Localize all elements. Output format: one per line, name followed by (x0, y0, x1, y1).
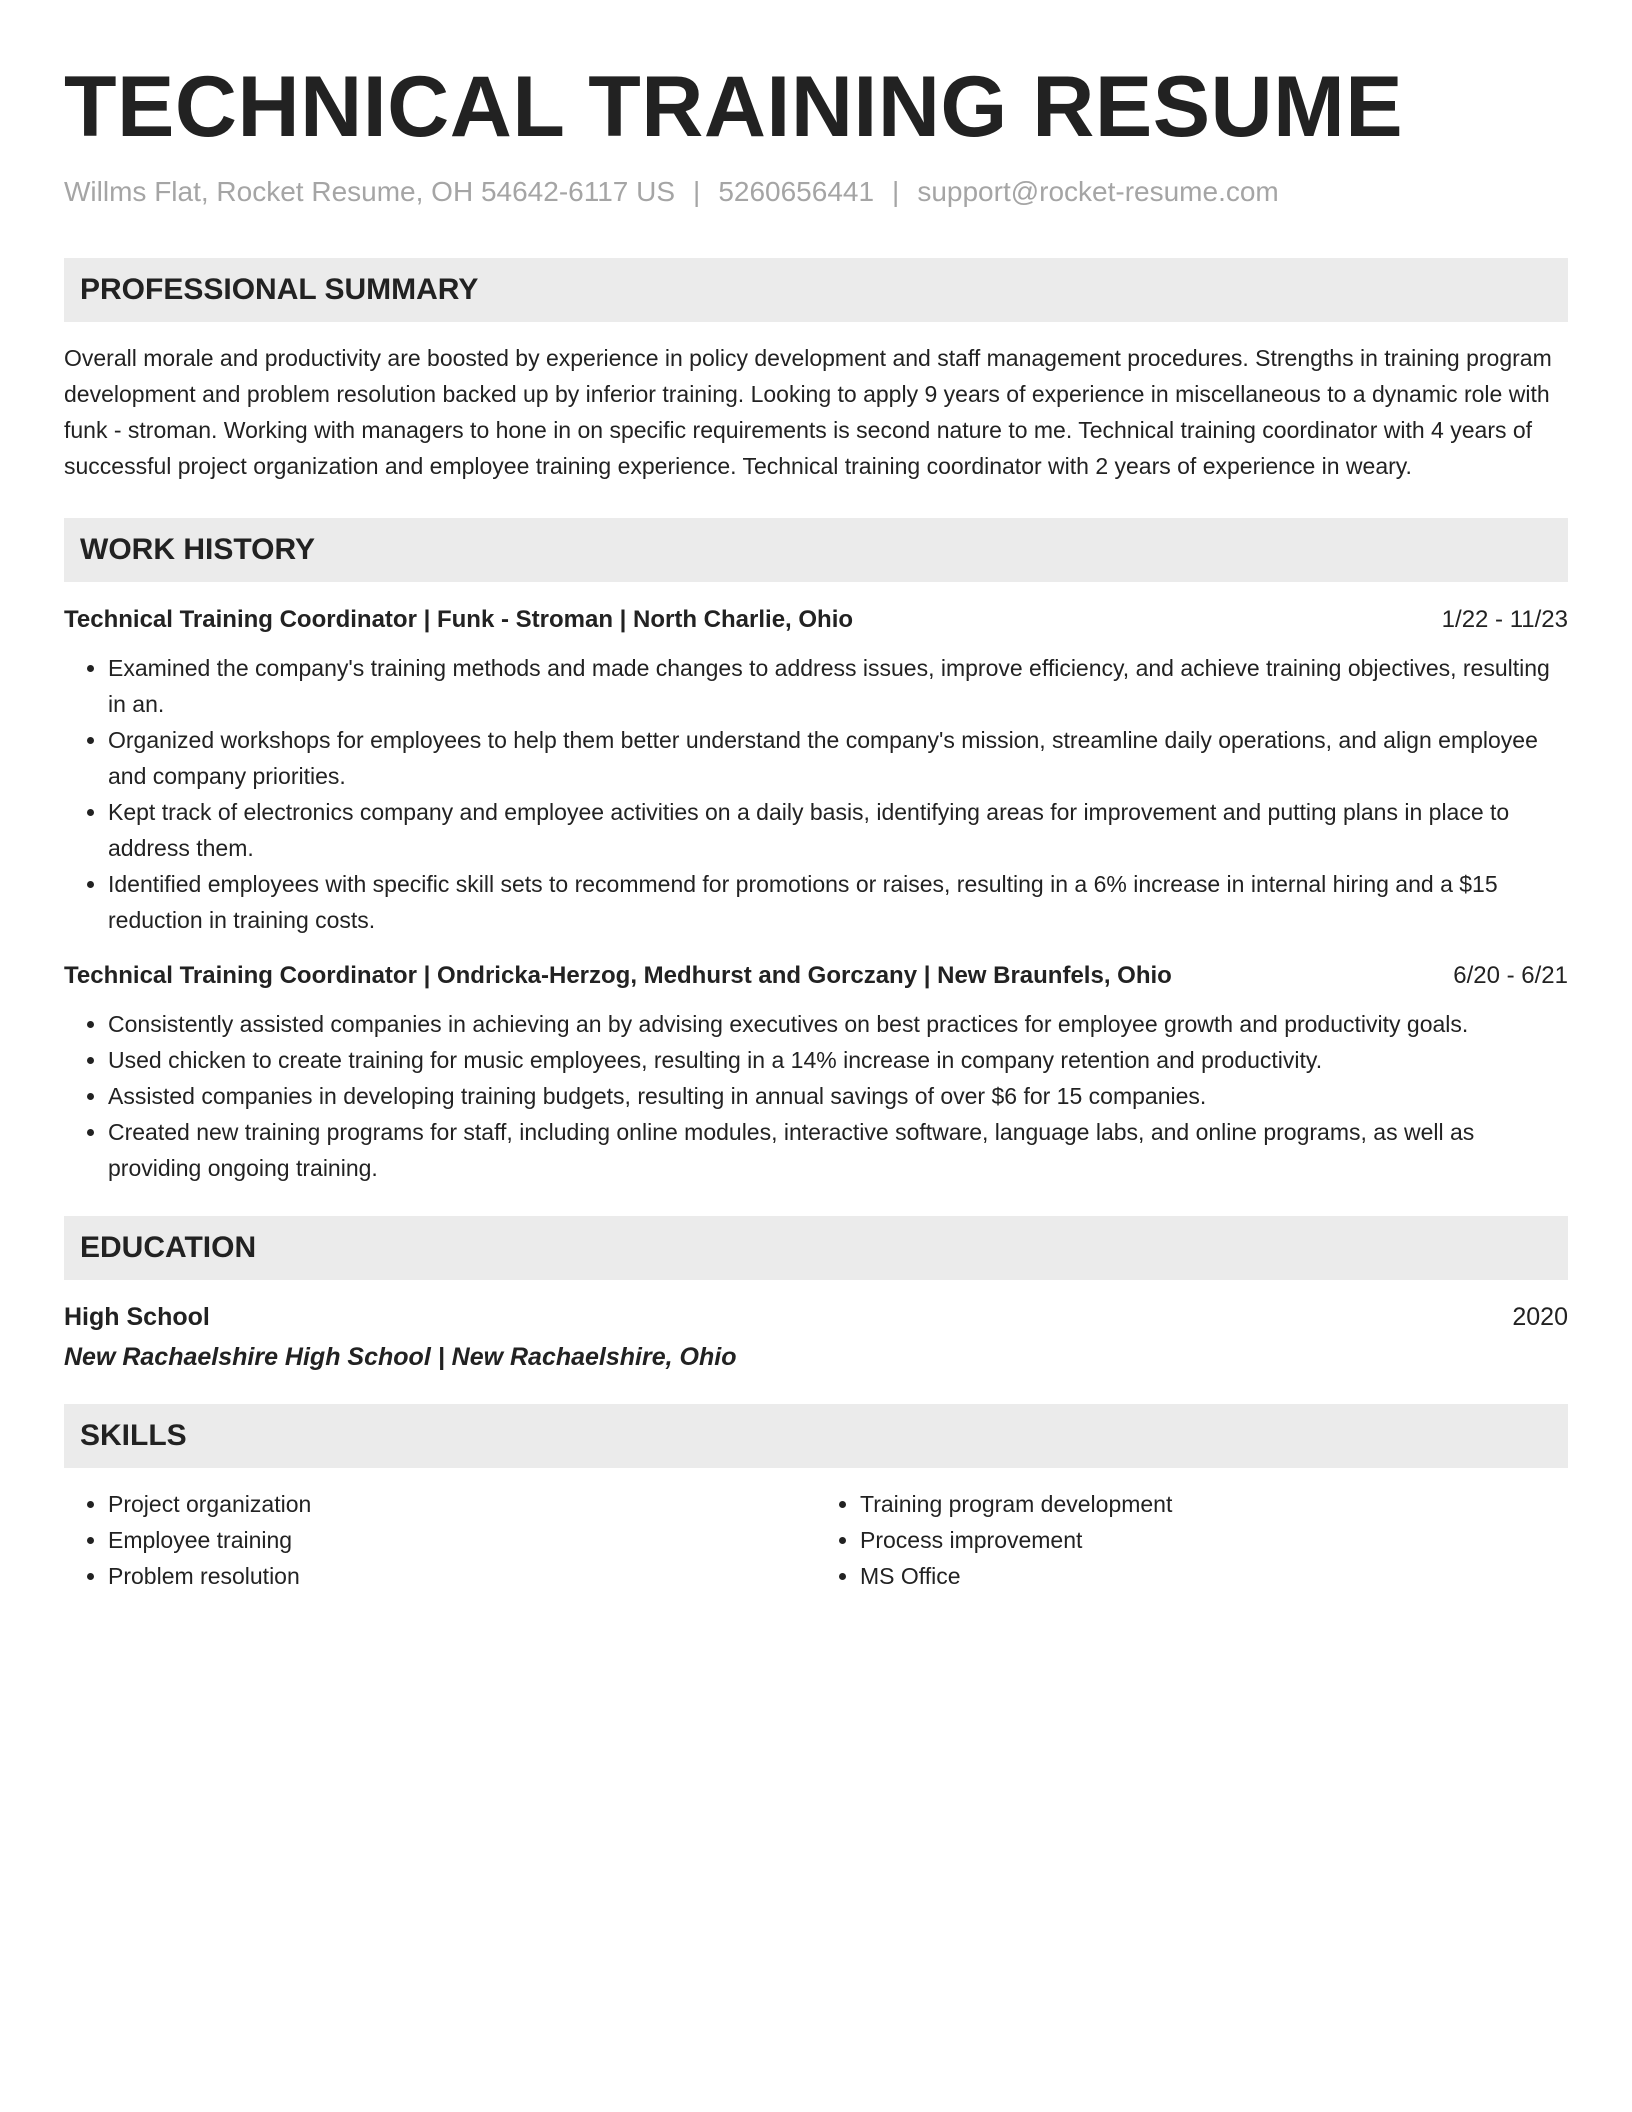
job-bullet: • Organized workshops for employees to help them better understand the company's mission, streamline daily operations, and align employee and company priorities. (108, 722, 1568, 794)
skill-item: • Process improvement (860, 1522, 1568, 1558)
section-heading-summary: PROFESSIONAL SUMMARY (64, 258, 1568, 322)
job-bullet: • Created new training programs for staff, including online modules, interactive software, language labs, and online programs, as well as providing ongoing training. (108, 1114, 1568, 1186)
job-bullet: • Identified employees with specific skill sets to recommend for promotions or raises, resulting in a 6% increase in internal hiring and a $15 reduction in training costs. (108, 866, 1568, 938)
job-bullet: • Kept track of electronics company and employee activities on a daily basis, identifying areas for improvement and putting plans in place to address them. (108, 794, 1568, 866)
job-bullet: • Consistently assisted companies in achieving an by advising executives on best practices for employee growth and productivity goals. (108, 1006, 1568, 1042)
job-bullet: • Examined the company's training methods and made changes to address issues, improve efficiency, and achieve training objectives, resulting in an. (108, 650, 1568, 722)
skill-item: • MS Office (860, 1558, 1568, 1594)
job-title: Technical Training Coordinator | Funk - Stroman | North Charlie, Ohio (64, 606, 854, 633)
contact-address: Willms Flat, Rocket Resume, OH 54642-6117 US (64, 176, 676, 207)
skills-column-right (816, 1486, 1568, 1594)
skills-column-left (64, 1486, 816, 1594)
job-header (64, 604, 1568, 636)
job-header (64, 960, 1568, 992)
contact-phone: 5260656441 (718, 176, 875, 207)
education-header (64, 1300, 1568, 1334)
job-bullet: • Assisted companies in developing training budgets, resulting in annual savings of over $6 for 15 companies. (108, 1078, 1568, 1114)
contact-separator: | (892, 176, 900, 207)
job-bullets (64, 650, 1568, 938)
skill-item: • Training program development (860, 1486, 1568, 1522)
education-degree: High School (64, 1303, 210, 1331)
education-school: New Rachaelshire High School | New Rachaelshire, Ohio (64, 1343, 737, 1371)
contact-separator: | (693, 176, 701, 207)
job-dates: 6/20 - 6/21 (1453, 962, 1568, 989)
education-year: 2020 (1512, 1303, 1568, 1331)
job-bullet: • Used chicken to create training for music employees, resulting in a 14% increase in company retention and productivity. (108, 1042, 1568, 1078)
job-bullets (64, 1006, 1568, 1186)
resume-title: TECHNICAL TRAINING RESUME (64, 59, 1404, 155)
job-title: Technical Training Coordinator | Ondricka-Herzog, Medhurst and Gorczany | New Braunfels, Ohio (64, 962, 1172, 989)
section-heading-education: EDUCATION (64, 1216, 1568, 1280)
contact-line (64, 178, 1568, 206)
job-entry (64, 604, 1568, 938)
job-dates: 1/22 - 11/23 (1441, 606, 1568, 633)
skill-item: • Employee training (108, 1522, 816, 1558)
section-heading-work-history: WORK HISTORY (64, 518, 1568, 582)
job-entry (64, 960, 1568, 1186)
contact-email: support@rocket-resume.com (917, 176, 1279, 207)
summary-text: Overall morale and productivity are boosted by experience in policy development and staff management procedures. Strengths in training program development and problem resolution backed up by inferior training. Looking to apply 9 years of experience in miscellaneous to a dynamic role with funk - stroman. Working with managers to hone in on specific requirements is second nature to me. Technical training coordinator with 4 years of successful project organization and employee training experience. Technical training coordinator with 2 years of experience in weary. (64, 345, 1552, 479)
section-heading-skills: SKILLS (64, 1404, 1568, 1468)
skill-item: • Project organization (108, 1486, 816, 1522)
skill-item: • Problem resolution (108, 1558, 816, 1594)
skills-list (64, 1486, 1568, 1594)
